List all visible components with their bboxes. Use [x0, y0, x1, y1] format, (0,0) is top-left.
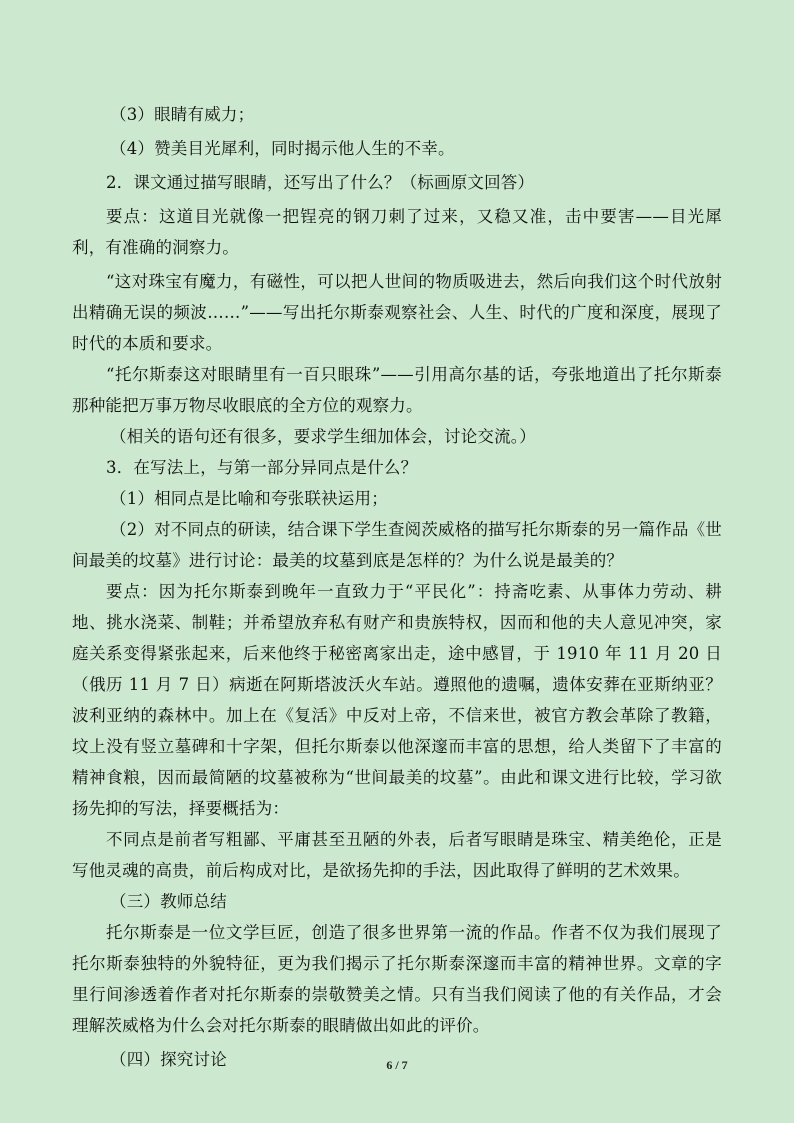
- list-item-3: （3）眼睛有威力；: [110, 105, 255, 124]
- quote-paragraph-2: “托尔斯泰这对眼睛里有一百只眼珠”——引用高尔基的话，夸张地道出了托尔斯泰那种能把万事万物尽收眼底的全方位的观察力。: [72, 365, 722, 415]
- summary-paragraph: 托尔斯泰是一位文学巨匠，创造了很多世界第一流的作品。作者不仅为我们展现了托尔斯泰独特的外貌特征，更为我们揭示了托尔斯泰深邃而丰富的精神世界。文章的字里行间渗透着作者对托尔斯泰的崇敬赞美之情。只有当我们阅读了他的有关作品，才会理解茨威格为什么会对托尔斯泰的眼睛做出如此的评价。: [72, 923, 722, 1035]
- similarity-item: （1）相同点是比喻和夸张联袂运用；: [110, 489, 388, 508]
- question-3: 3．在写法上，与第一部分异同点是什么？: [106, 458, 418, 477]
- difference-item: （2）对不同点的研读，结合课下学生查阅茨威格的描写托尔斯泰的另一篇作品《世间最美的坟墓》进行讨论：最美的坟墓到底是怎样的？为什么说是最美的？: [72, 520, 722, 570]
- quote-paragraph-1: “这对珠宝有魔力，有磁性，可以把人世间的物质吸进去，然后向我们这个时代放射出精确无误的频波……”——写出托尔斯泰观察社会、人生、时代的广度和深度，展现了时代的本质和要求。: [72, 272, 722, 353]
- question-2: 2．课文通过描写眼睛，还写出了什么？（标画原文回答）: [106, 173, 535, 192]
- list-item-4: （4）赞美目光犀利，同时揭示他人生的不幸。: [110, 139, 455, 158]
- key-point-tomb: 要点：因为托尔斯泰到晚年一直致力于“平民化”：持斋吃素、从事体力劳动、耕地、挑水浇菜、制鞋；并希望放弃私有财产和贵族特权，因而和他的夫人意见冲突，家庭关系变得紧张起来，后来他终于秘密离家出走，途中感冒，于 1910 年 11 月 20 日（俄历 11 月 7 日）病逝在阿斯塔波沃火车站。遵照他的遗嘱，遗体安葬在亚斯纳亚？波利亚纳的森林中。加上在《复活》中反对上帝，不信来世，被官方教会革除了教籍，坟上没有竖立墓碑和十字架，但托尔斯泰以他深邃而丰富的思想，给人类留下了丰富的精神食粮，因而最简陋的坟墓被称为“世间最美的坟墓”。由此和课文进行比较，学习欲扬先抑的写法，择要概括为：: [72, 582, 722, 818]
- key-point-paragraph: 要点：这道目光就像一把锃亮的钢刀刺了过来，又稳又准，击中要害——目光犀利，有准确的洞察力。: [72, 207, 722, 257]
- section-heading-summary: （三）教师总结: [110, 892, 227, 911]
- discussion-note: （相关的语句还有很多，要求学生细加体会，讨论交流。）: [110, 427, 536, 446]
- contrast-paragraph: 不同点是前者写粗鄙、平庸甚至丑陋的外表，后者写眼睛是珠宝、精美绝伦，正是写他灵魂的高贵，前后构成对比，是欲扬先抑的手法，因此取得了鲜明的艺术效果。: [72, 830, 722, 880]
- section-heading-discussion: （四）探究讨论: [110, 1050, 227, 1069]
- document-body: [72, 99, 722, 1075]
- page-number: 6 / 7: [386, 1058, 408, 1072]
